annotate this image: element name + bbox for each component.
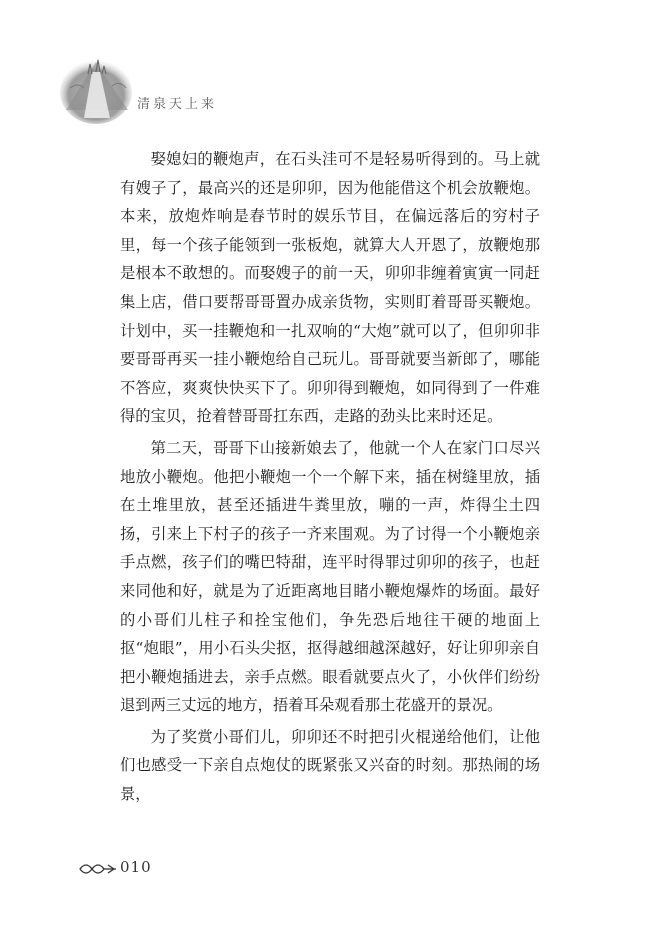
paragraph: 为了奖赏小哥们儿，卯卯还不时把引火棍递给他们，让他们也感受一下亲自点炮仗的既紧张又兴奋的时刻。那热闹的场景，: [120, 727, 540, 804]
book-title: 清泉天上来: [137, 97, 218, 112]
leaf-ornament-icon: [78, 860, 118, 878]
running-header: [58, 48, 298, 128]
header-illustration: [58, 48, 138, 128]
page-footer: [78, 858, 278, 882]
paragraph: 娶媳妇的鞭炮声，在石头洼可不是轻易听得到的。马上就有嫂子了，最高兴的还是卯卯，因为他能借这个机会放鞭炮。本来，放炮炸响是春节时的娱乐节目，在偏远落后的穷村子里，每一个孩子能领到一张板炮，就算大人开恩了，放鞭炮那是根本不敢想的。而娶嫂子的前一天，卯卯非缠着寅寅一同赶集上店，借口要帮哥哥置办成亲货物，实则盯着哥哥买鞭炮。计划中，买一挂鞭炮和一扎双响的“大炮”就可以了，但卯卯非要哥哥再买一挂小鞭炮给自己玩儿。哥哥就要当新郎了，哪能不答应，爽爽快快买下了。卯卯得到鞭炮，如同得到了一件难得的宝贝，抢着替哥哥扛东西，走路的劲头比来时还足。: [120, 150, 540, 426]
page-number: 010: [120, 858, 152, 876]
paragraph: 第二天，哥哥下山接新娘去了，他就一个人在家门口尽兴地放小鞭炮。他把小鞭炮一个一个解下来，插在树缝里放，插在土堆里放，甚至还插进牛粪里放，嘣的一声，炸得尘土四扬，引来上下村子的孩子一齐来围观。为了讨得一个小鞭炮亲手点燃，孩子们的嘴巴特甜，连平时得罪过卯卯的孩子，也赶来同他和好，就是为了近距离地目睹小鞭炮爆炸的场面。最好的小哥们儿柱子和拴宝他们，争先恐后地往干硬的地面上抠“炮眼”，用小石头尖抠，抠得越细越深越好，好让卯卯亲自把小鞭炮插进去，亲手点燃。眼看就要点火了，小伙伴们纷纷退到两三丈远的地方，捂着耳朵观看那土花盛开的景况。: [120, 438, 540, 715]
body-text: [120, 145, 540, 809]
